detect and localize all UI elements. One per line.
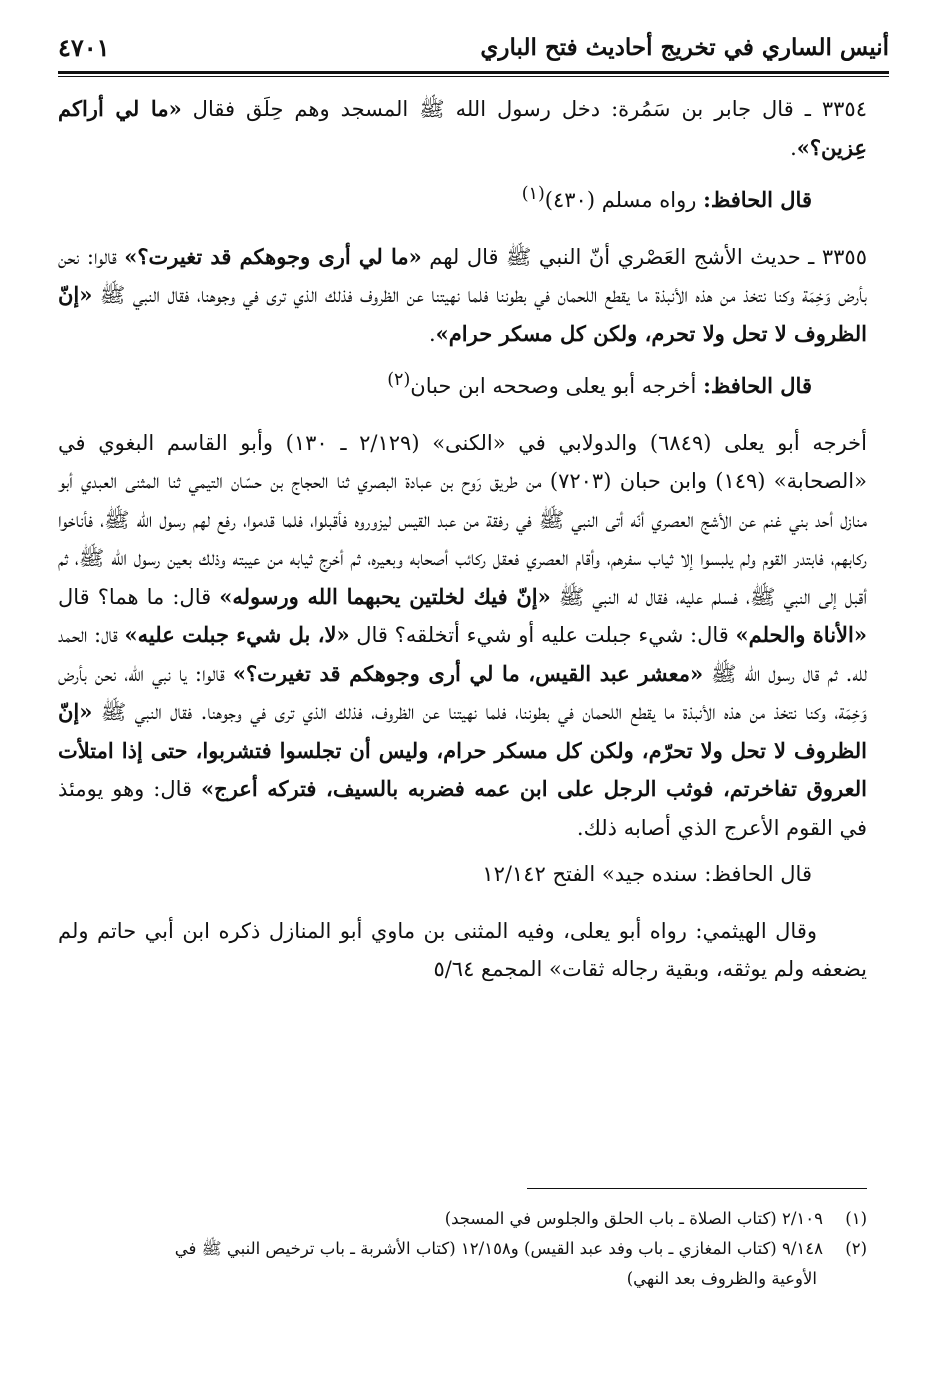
page-body [58, 90, 867, 989]
footnotes [58, 1204, 867, 1294]
running-header [58, 28, 889, 68]
hafiz-label: قال الحافظ: [704, 862, 812, 886]
takhrij-text: قال: الحمد لله. ثم قال رسول الله ﷺ [58, 623, 868, 686]
haythami-comment: وقال الهيثمي: رواه أبو يعلى، وفيه المثنى بن ماوي أبو المنازل ذكره ابن أبي حاتم ولم يضعفه ولم يوثقه، وبقية رجاله ثقات» المجمع ٥/٦٤ [58, 918, 867, 981]
hadith-entry-3354 [58, 90, 867, 220]
hafiz-text: سنده جيد» الفتح ١٢/١٤٢ [482, 862, 705, 886]
punctuation: . [428, 321, 436, 346]
prophetic-quote: «الأناة والحلم» [735, 622, 867, 647]
takhrij-text: أخرجه أبو يعلى (٦٨٤٩) والدولابي في «الكنى» (٢/١٢٩ ـ ١٣٠) وأبو القاسم البغوي في «الصحابة» (١٤٩) وابن حبان (٧٢٠٣) من طريق رَوح بن عبادة البصري ثنا الحجاج بن حسّان التيمي ثنا المثنى العبدي أبو منازل أحد بني غنم عن الأشج العصري أنّه أتى النبي ﷺ في رفقة من عبد القيس ليزوروه فأقبلوا، فلما قدموا، رفع لهم رسول الله ﷺ، فأناخوا ركابهم، فابتدر القوم ولم يلبسوا إلا ثياب سفرهم، وأقام العصري فعقل ركائب أصحابه وبعيره، ثم أخرج ثيابه من عيبته وذلك بعين رسول الله ﷺ، ثم أقبل إلى النبي ﷺ، فسلم عليه، فقال له النبي ﷺ [58, 430, 868, 609]
hafiz-comment [58, 361, 867, 406]
prophetic-quote: «ما لي أرى وجوهكم قد تغيرت؟» [124, 243, 422, 269]
hafiz-label: قال الحافظ: [703, 187, 812, 212]
header-rule-thick [58, 71, 889, 74]
footnote-ref: (٢) [387, 370, 411, 390]
book-title: أنيس الساري في تخريج أحاديث فتح الباري [480, 34, 889, 61]
footnote-1 [58, 1204, 867, 1234]
prophetic-quote: «معشر عبد القيس، ما لي أرى وجوهكم قد تغيرت؟» [232, 660, 704, 686]
hafiz-label: قال الحافظ: [703, 373, 812, 398]
hadith-text [58, 90, 867, 167]
takhrij-text: قال: شيء جبلت عليه أو شيء أتخلقه؟ قال [349, 623, 736, 647]
hadith-number: ٣٣٥٤ [821, 97, 867, 121]
page-number: ٤٧٠١ [58, 33, 110, 62]
hadith-number: ٣٣٥٥ [821, 244, 867, 269]
hadith-entry-3355 [58, 238, 867, 406]
footnote-ref: (١) [521, 184, 545, 204]
hadith-lead: ـ قال جابر بن سَمُرة: دخل رسول الله ﷺ المسجد وهم حِلَق فقال [181, 97, 822, 121]
hafiz-text: أخرجه أبو يعلى وصححه ابن حبان [410, 374, 704, 398]
footnote-2 [58, 1234, 867, 1264]
hadith-text [58, 238, 867, 354]
prophetic-quote: «إنّ الظروف لا تحل ولا تحرّم، ولكن كل مسكر حرام، وليس أن تجلسوا فتشربوا، حتى إذا امتلأت العروق تفاخرتم، فوثب الرجل على ابن عمه فضربه بالسيف، فتركه أعرج» [58, 699, 868, 801]
punctuation: . [790, 135, 797, 160]
footnote-separator [527, 1188, 867, 1189]
hafiz-text: رواه مسلم (٤٣٠) [544, 188, 704, 212]
footnote-text: ٢/١٠٩ (كتاب الصلاة ـ باب الحلق والجلوس في المسجد) [444, 1209, 823, 1228]
takhrij-paragraph [58, 424, 867, 848]
header-rule-thin [58, 76, 889, 77]
hafiz-fath-comment [58, 855, 867, 894]
hadith-middle: قالوا: نحن بأرض وَخِمَة وكنا نتخذ من هذه الأنبذة ما يقطع اللحمان في بطوننا فلما نهيتنا عن الظروف فذلك الذي ترى في وجوهنا، فقال النبي ﷺ [58, 244, 867, 307]
prophetic-quote: «لا، بل شيء جبلت عليه» [124, 622, 350, 647]
footnote-2-continuation: الأوعية والظروف بعد النهي) [626, 1269, 817, 1288]
takhrij-text: قالوا: يا نبي الله، نحن بأرض وَخِمَة، وكنا نتخذ من هذه الأنبذة ما يقطع اللحمان في بطوننا، فلما نهيتنا عن الظروف، فذلك الذي ترى في وجوهنا. فقال النبي ﷺ [58, 661, 867, 724]
takhrij-text: قال: وهو يومئذ في القوم الأعرج الذي أصابه ذلك. [58, 777, 867, 840]
footnote-mark: (٢) [845, 1239, 867, 1258]
takhrij-text: قال: ما هما؟ قال [58, 584, 220, 609]
footnote-text: ٩/١٤٨ (كتاب المغازي ـ باب وفد عبد القيس) و١٢/١٥٨ (كتاب الأشربة ـ باب ترخيص النبي ﷺ في [174, 1239, 823, 1258]
prophetic-quote: «إنّ الظروف لا تحل ولا تحرم، ولكن كل مسكر حرام» [58, 282, 867, 346]
hadith-lead: ـ حديث الأشج العَصْري أنّ النبي ﷺ قال لهم [421, 244, 822, 269]
prophetic-quote: «ما لي أراكم عِزين؟» [58, 96, 867, 160]
footnote-mark: (١) [845, 1209, 867, 1228]
prophetic-quote: «إنّ فيك لخلتين يحبهما الله ورسوله» [219, 583, 551, 609]
hafiz-comment [58, 175, 867, 220]
